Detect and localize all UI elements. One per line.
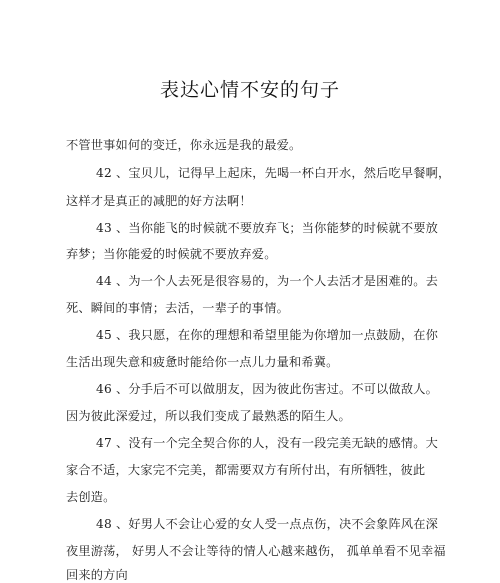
text-line: 47 、没有一个完全契合你的人，没有一段完美无缺的感情。大 [96, 436, 439, 450]
text-line: 48 、好男人不会让心爱的女人受一点点伤，决不会象阵风在深 [96, 517, 439, 531]
text-line: 家合不适，大家完不完美，都需要双方有所付出，有所牺牲，彼此 [66, 463, 426, 477]
text-line: 死、瞬间的事情；去活，一辈子的事情。 [66, 301, 289, 315]
text-line: 弃梦；当你能爱的时候就不要放弃爱。 [66, 247, 277, 261]
page-title: 表达心情不安的句子 [159, 79, 340, 101]
text-line: 43 、当你能飞的时候就不要放弃飞；当你能梦的时候就不要放 [96, 221, 439, 235]
text-line: 45 、我只愿，在你的理想和希望里能为你增加一点鼓励，在你 [96, 328, 439, 342]
text-line: 夜里游荡， 好男人不会让等待的情人心越来越伤， 孤单单看不见幸福 [66, 544, 446, 558]
text-line: 46 、分手后不可以做朋友，因为彼此伤害过。不可以做敌人。 [96, 382, 439, 396]
text-line: 生活出现失意和疲惫时能给你一点儿力量和希冀。 [66, 355, 339, 369]
text-line: 不管世事如何的变迁，你永远是我的最爱。 [66, 138, 302, 152]
text-line: 去创造。 [66, 490, 116, 504]
text-line: 回来的方向 [66, 568, 128, 582]
text-line: 44 、为一个人去死是很容易的，为一个人去活才是困难的。去 [96, 274, 439, 288]
text-line: 因为彼此深爱过，所以我们变成了最熟悉的陌生人。 [66, 409, 351, 423]
text-line: 42 、宝贝儿，记得早上起床，先喝一杯白开水，然后吃早餐啊， [96, 166, 451, 180]
text-line: 这样才是真正的减肥的好方法啊！ [66, 194, 252, 208]
